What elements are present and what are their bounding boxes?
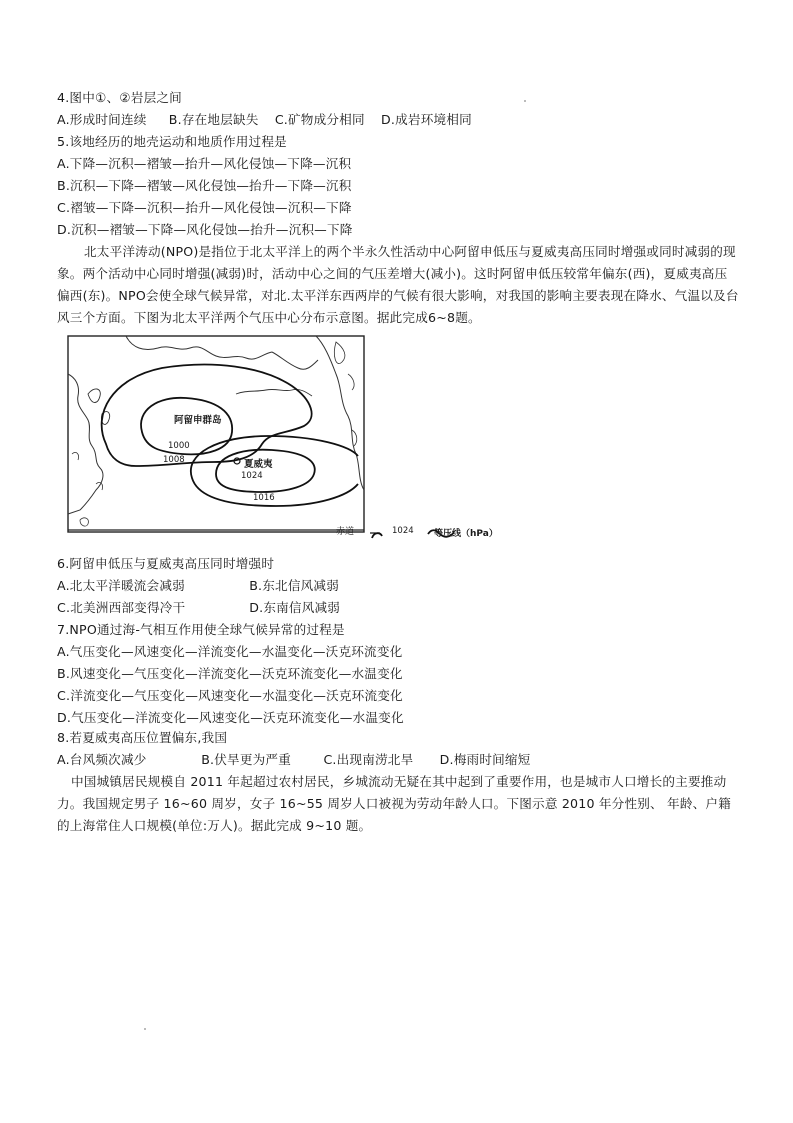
q7-option-c: C.洋流变化—气压变化—风速变化—水温变化—沃克环流变化	[57, 688, 403, 703]
label-isobar-1000: 1000	[168, 441, 190, 451]
pressure-center-map	[66, 334, 506, 550]
legend-equator: 赤道	[336, 527, 355, 537]
q6-options-row2	[57, 600, 340, 616]
q7-option-a: A.气压变化—风速变化—洋流变化—水温变化—沃克环流变化	[57, 644, 403, 659]
label-isobar-1008: 1008	[163, 455, 185, 465]
q7-option-b: B.风速变化—气压变化—洋流变化—沃克环流变化—水温变化	[57, 666, 403, 681]
north-america-coastline	[316, 336, 364, 490]
q7-stem: 7.NPO通过海-气相互作用使全球气候异常的过程是	[57, 622, 345, 637]
q6-option-a: A.北太平洋暖流会减弱	[57, 578, 185, 593]
q4-stem: 4.图中①、②岩层之间	[57, 90, 182, 105]
q4-option-a: A.形成时间连续	[57, 112, 147, 127]
legend-isobar-sample	[372, 533, 382, 538]
q5-option-b: B.沉积—下降—褶皱—风化侵蚀—抬升—下降—沉积	[57, 178, 352, 193]
q4-options	[57, 112, 472, 128]
label-isobar-1024: 1024	[241, 471, 263, 481]
label-hawaii: 夏威夷	[244, 459, 273, 470]
asia-coastline	[68, 374, 103, 514]
npo-intro-paragraph: 北太平洋涛动(NPO)是指位于北太平洋上的两个半永久性活动中心阿留申低压与夏威夷高压同时增强或同时减弱的现象。两个活动中心同时增强(减弱)时，活动中心之间的气压差增大(减小)。这时阿留申低压较常年偏东(西)，夏威夷高压偏西(东)。NPO会使全球气候异常，对北.太平洋东西两岸的气候有很大影响，对我国的影响主要表现在降水、气温以及台风三个方面。下图为北太平洋两个气压中心分布示意图。据此完成6~8题。	[57, 244, 739, 325]
shanghai-intro-paragraph: 中国城镇居民规模自 2011 年起超过农村居民，乡城流动无疑在其中起到了重要作用，也是城市人口增长的主要推动力。我国规定男子 16~60 周岁，女子 16~55 周岁人口被视为劳动年龄人口。下图示意 2010 年分性别、 年龄、户籍的上海常住人口规模(单位:万人)。据此完成 9~10 题。	[57, 774, 732, 833]
north-coastline	[126, 336, 272, 359]
q6-options-row1	[57, 578, 339, 594]
q6-option-c: C.北美洲西部变得冷干	[57, 600, 186, 615]
q6-option-d: D.东南信风减弱	[249, 600, 341, 615]
q5-option-a: A.下降—沉积—褶皱—抬升—风化侵蚀—下降—沉积	[57, 156, 352, 171]
q7-option-d: D.气压变化—洋流变化—风速变化—沃克环流变化—水温变化	[57, 710, 404, 725]
q8-options	[57, 752, 531, 768]
q8-option-b: B.伏旱更为严重	[201, 752, 292, 767]
q8-option-a: A.台风频次减少	[57, 752, 147, 767]
q5-stem: 5.该地经历的地壳运动和地质作用过程是	[57, 134, 287, 149]
scan-speck	[144, 1028, 146, 1030]
label-isobar-1016: 1016	[253, 493, 275, 503]
q5-option-c: C.褶皱—下降—沉积—抬升—风化侵蚀—沉积—下降	[57, 200, 352, 215]
scan-speck	[524, 100, 526, 102]
japan-islands	[88, 389, 100, 403]
q8-option-c: C.出现南涝北旱	[323, 752, 414, 767]
label-aleutian-islands: 阿留申群岛	[174, 415, 222, 426]
q6-option-b: B.东北信风减弱	[249, 578, 340, 593]
q4-option-c: C.矿物成分相同	[274, 112, 365, 127]
q8-option-d: D.梅雨时间缩短	[439, 752, 531, 767]
q5-option-d: D.沉积—褶皱—下降—风化侵蚀—抬升—沉积—下降	[57, 222, 353, 237]
legend-isobar-value: 1024	[392, 526, 414, 536]
legend-isobar-label: 等压线（hPa）	[434, 529, 498, 539]
q4-option-b: B.存在地层缺失	[168, 112, 259, 127]
q6-stem: 6.阿留申低压与夏威夷高压同时增强时	[57, 556, 275, 571]
q8-stem: 8.若夏威夷高压位置偏东,我国	[57, 730, 228, 745]
q4-option-d: D.成岩环境相同	[381, 112, 472, 127]
